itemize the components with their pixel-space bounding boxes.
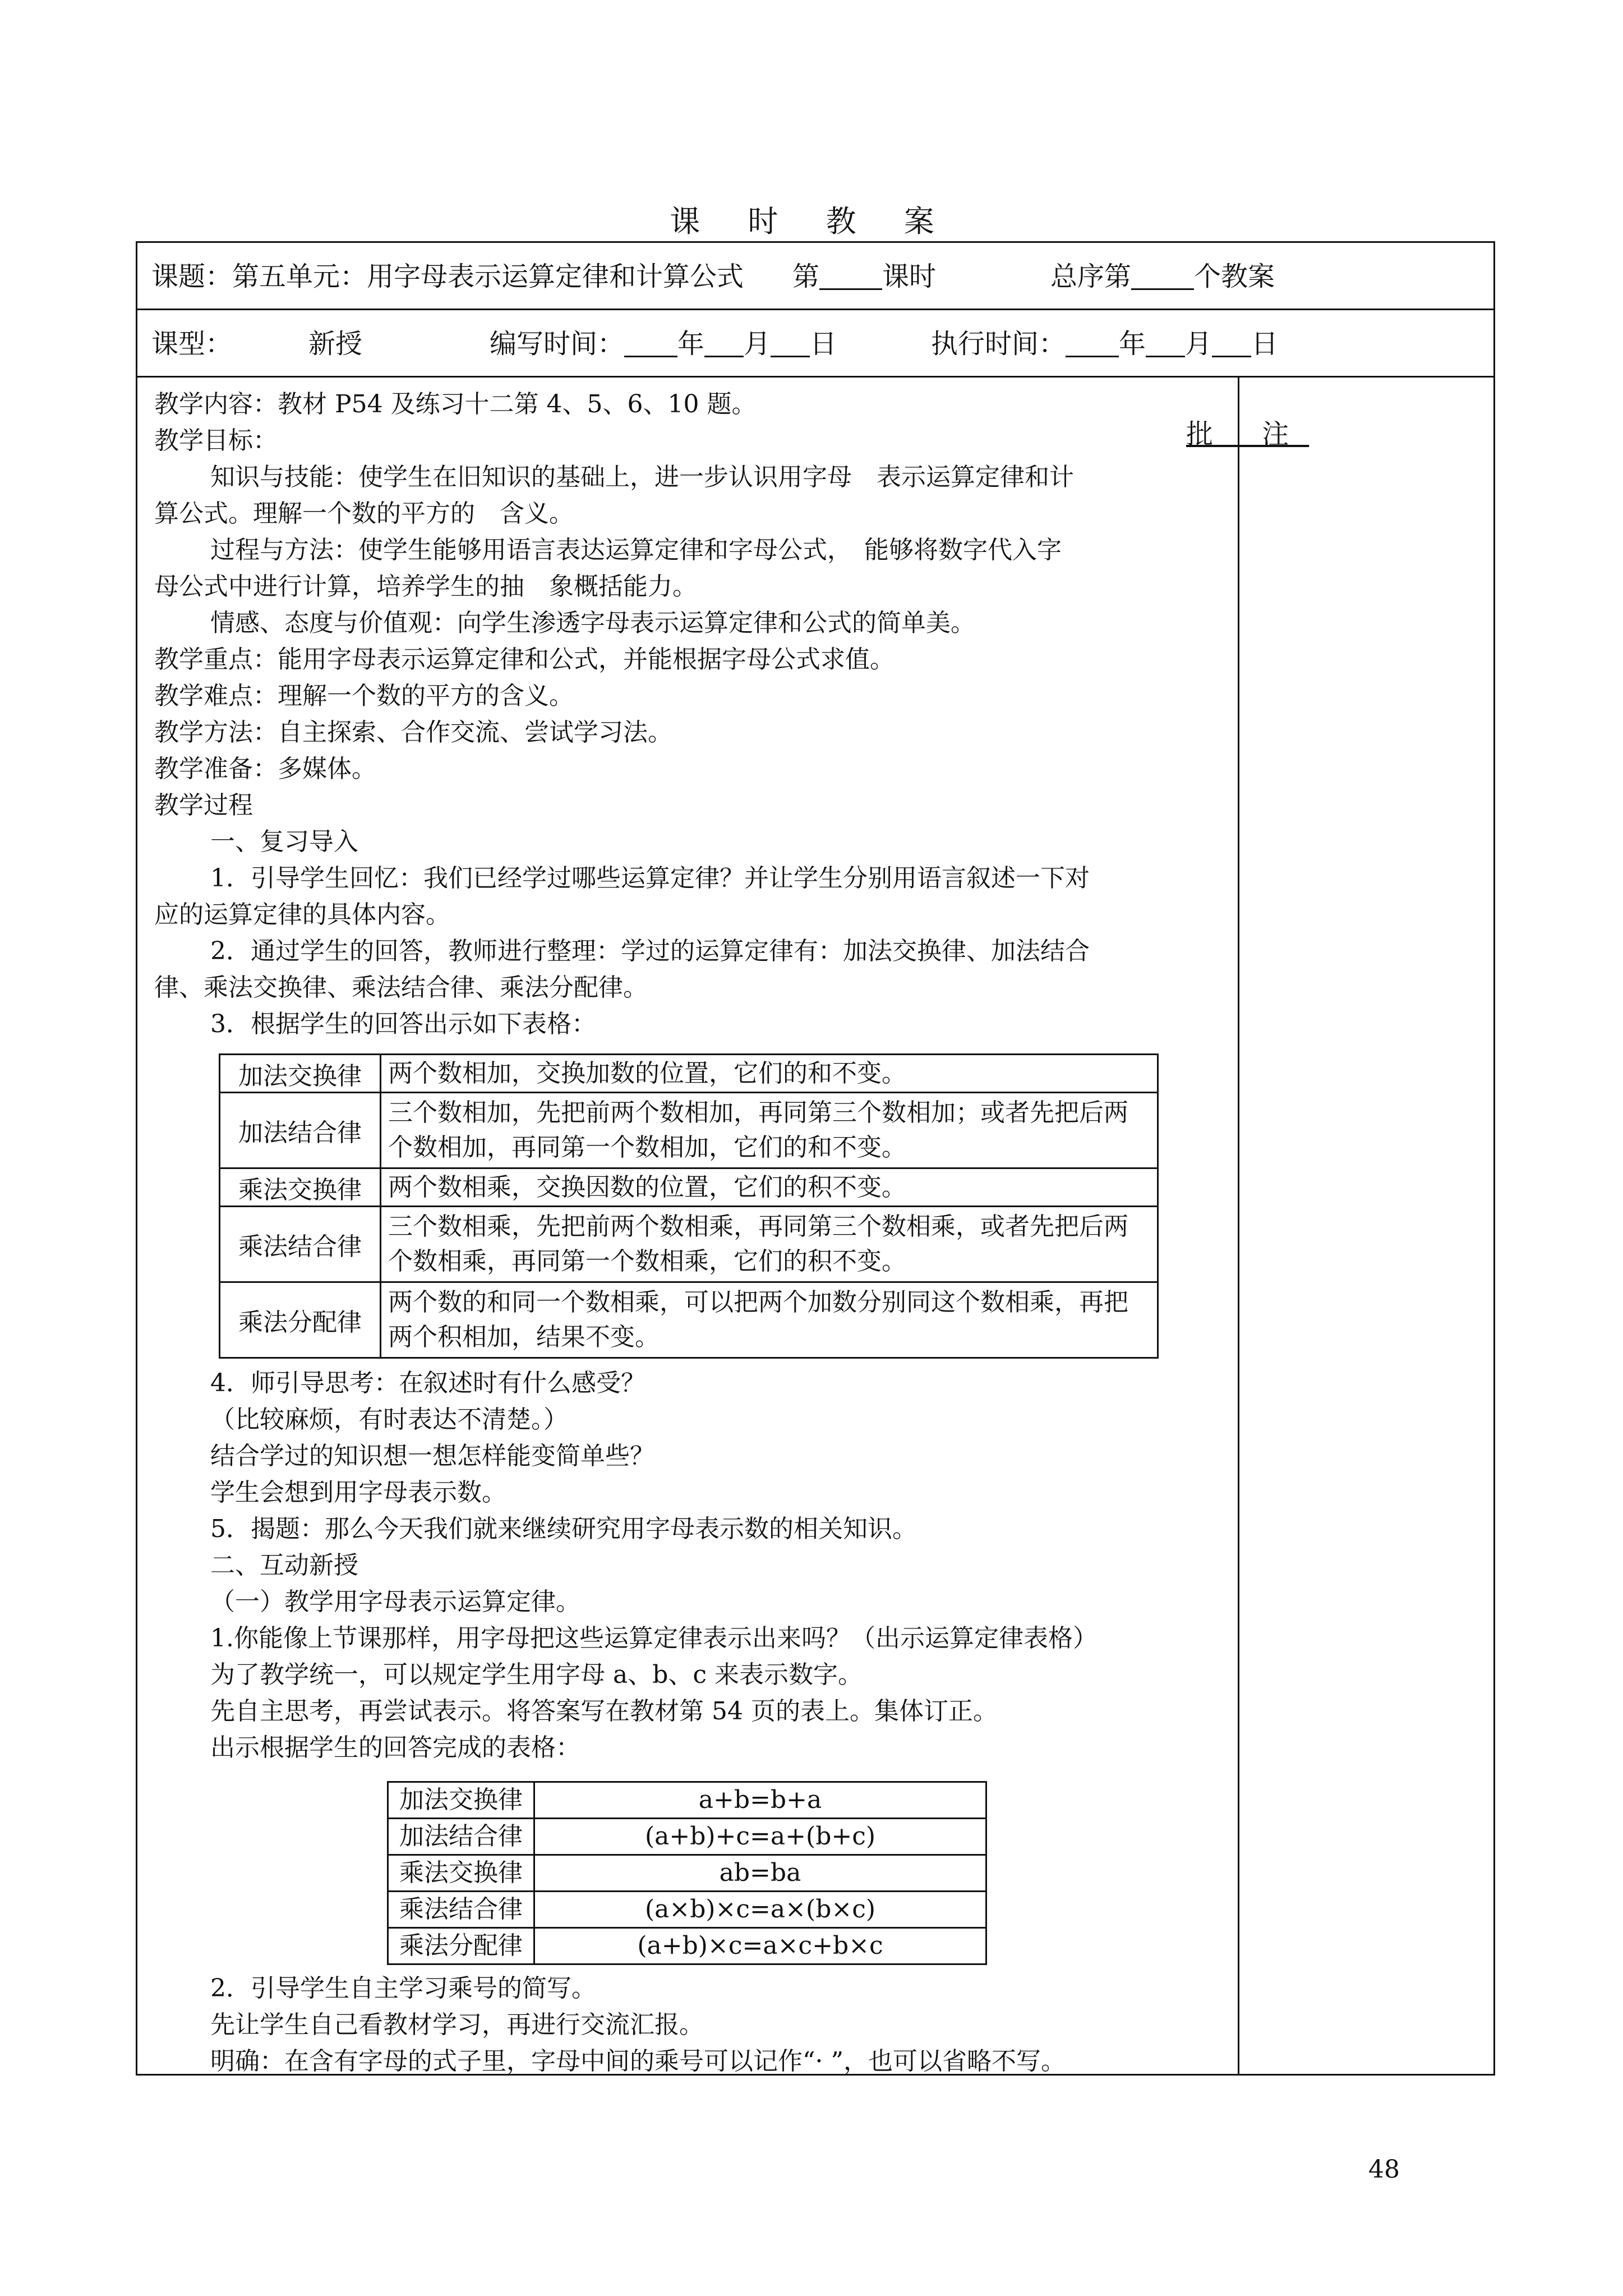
content-line: 明确：在含有字母的式子里，字母中间的乘号可以记作“· ”，也可以省略不写。 xyxy=(210,2047,1066,2076)
content-line: 学生会想到用字母表示数。 xyxy=(210,1478,506,1507)
law-description: 三个数相乘，先把前两个数相乘，再同第三个数相乘，或者先把后两个数相乘，再同第一个数相乘，它们的积不变。 xyxy=(381,1207,1158,1282)
lesson-number: 第 课时 xyxy=(792,243,936,310)
laws-description-table xyxy=(219,1053,1159,1359)
content-line: 先让学生自己看教材学习，再进行交流汇报。 xyxy=(210,2010,704,2039)
law-formula: ab=ba xyxy=(534,1855,986,1892)
law-name: 加法交换律 xyxy=(220,1055,381,1093)
content-line: 律、乘法交换律、乘法结合律、乘法分配律。 xyxy=(154,973,648,1002)
law-name: 乘法结合律 xyxy=(220,1207,381,1282)
type-value: 新授 xyxy=(308,328,363,360)
table-row xyxy=(388,1855,986,1892)
content-line: 算公式。理解一个数的平方的 含义。 xyxy=(154,499,574,528)
annotation-column-divider xyxy=(1238,376,1239,2074)
content-line: 教学目标： xyxy=(154,426,278,455)
law-name: 乘法结合律 xyxy=(388,1892,534,1928)
law-name: 乘法分配律 xyxy=(220,1282,381,1358)
law-name: 乘法交换律 xyxy=(220,1168,381,1207)
law-name: 加法结合律 xyxy=(388,1819,534,1855)
table-row xyxy=(388,1892,986,1928)
content-line: 为了教学统一，可以规定学生用字母 a、b、c 来表示数字。 xyxy=(210,1660,863,1689)
law-description: 两个数相加，交换加数的位置，它们的和不变。 xyxy=(381,1055,1158,1093)
table-row xyxy=(388,1819,986,1855)
content-line: 2．通过学生的回答，教师进行整理：学过的运算定律有：加法交换律、加法结合 xyxy=(210,937,1090,965)
table-row xyxy=(220,1093,1158,1168)
content-line: 先自主思考，再尝试表示。将答案写在教材第 54 页的表上。集体订正。 xyxy=(210,1697,998,1726)
write-time: 编写时间： 年 月 日 xyxy=(490,310,837,378)
content-line: （比较麻烦，有时表达不清楚。） xyxy=(210,1405,568,1434)
table-row xyxy=(220,1207,1158,1282)
table-row xyxy=(220,1055,1158,1093)
content-line: 2．引导学生自主学习乘号的简写。 xyxy=(210,1974,596,2003)
page-number: 48 xyxy=(1368,2155,1400,2184)
header-row-type xyxy=(137,310,1493,378)
exec-time: 执行时间： 年 月 日 xyxy=(931,310,1278,378)
law-name: 乘法分配律 xyxy=(388,1928,534,1964)
content-line: 知识与技能：使学生在旧知识的基础上，进一步认识用字母 表示运算定律和计 xyxy=(210,463,1074,491)
law-formula: (a+b)×c=a×c+b×c xyxy=(534,1928,986,1964)
law-formula: (a+b)+c=a+(b+c) xyxy=(534,1819,986,1855)
content-line: 过程与方法：使学生能够用语言表达运算定律和字母公式， 能够将数字代入字 xyxy=(210,536,1062,564)
header-row-topic xyxy=(137,243,1493,310)
content-line: 教学内容：教材 P54 及练习十二第 4、5、6、10 题。 xyxy=(154,390,757,418)
content-line: 应的运算定律的具体内容。 xyxy=(154,900,450,929)
law-name: 加法结合律 xyxy=(220,1093,381,1168)
content-line: 1.你能像上节课那样，用字母把这些运算定律表示出来吗？（出示运算定律表格） xyxy=(210,1624,1098,1653)
content-line: 3．根据学生的回答出示如下表格： xyxy=(210,1010,596,1038)
content-line: 出示根据学生的回答完成的表格： xyxy=(210,1733,580,1762)
annotation-label: 批 注 xyxy=(1186,418,1310,450)
content-line: 结合学过的知识想一想怎样能变简单些？ xyxy=(210,1442,654,1470)
law-description: 两个数相乘，交换因数的位置，它们的积不变。 xyxy=(381,1168,1158,1207)
law-formula: a+b=b+a xyxy=(534,1782,986,1819)
lesson-content-2 xyxy=(154,1365,1234,1766)
content-line: 教学准备：多媒体。 xyxy=(154,754,376,783)
content-line: 一、复习导入 xyxy=(210,827,358,856)
content-line: 母公式中进行计算，培养学生的抽 象概括能力。 xyxy=(154,572,697,601)
page-title: 课 时 教 案 xyxy=(670,204,953,239)
type-label: 课型： xyxy=(151,328,233,360)
content-line: 教学难点：理解一个数的平方的含义。 xyxy=(154,682,574,710)
content-line: 教学方法：自主探索、合作交流、尝试学习法。 xyxy=(154,718,672,747)
table-row xyxy=(388,1782,986,1819)
law-description: 两个数的和同一个数相乘，可以把两个加数分别同这个数相乘，再把两个积相加，结果不变。 xyxy=(381,1282,1158,1358)
table-row xyxy=(388,1928,986,1964)
content-line: 二、互动新授 xyxy=(210,1551,358,1580)
topic-label: 课题：第五单元：用字母表示运算定律和计算公式 xyxy=(151,261,744,292)
content-line: 1．引导学生回忆：我们已经学过哪些运算定律？并让学生分别用语言叙述一下对 xyxy=(210,864,1090,892)
content-line: （一）教学用字母表示运算定律。 xyxy=(210,1588,580,1616)
law-description: 三个数相加，先把前两个数相加，再同第三个数相加；或者先把后两个数相加，再同第一个数相加，它们的和不变。 xyxy=(381,1093,1158,1168)
total-number: 总序第 个教案 xyxy=(1050,243,1275,310)
law-formula: (a×b)×c=a×(b×c) xyxy=(534,1892,986,1928)
content-line: 教学重点：能用字母表示运算定律和公式，并能根据字母公式求值。 xyxy=(154,645,895,674)
laws-formula-table xyxy=(387,1781,987,1965)
lesson-content xyxy=(154,386,1234,1042)
law-name: 加法交换律 xyxy=(388,1782,534,1819)
content-line: 4．师引导思考：在叙述时有什么感受？ xyxy=(210,1369,645,1397)
table-row xyxy=(220,1168,1158,1207)
law-name: 乘法交换律 xyxy=(388,1855,534,1892)
lesson-content-3 xyxy=(154,1970,1234,2079)
content-line: 教学过程 xyxy=(154,791,253,820)
content-line: 5．揭题：那么今天我们就来继续研究用字母表示数的相关知识。 xyxy=(210,1515,917,1543)
table-row xyxy=(220,1282,1158,1358)
content-line: 情感、态度与价值观：向学生渗透字母表示运算定律和公式的简单美。 xyxy=(210,609,975,637)
